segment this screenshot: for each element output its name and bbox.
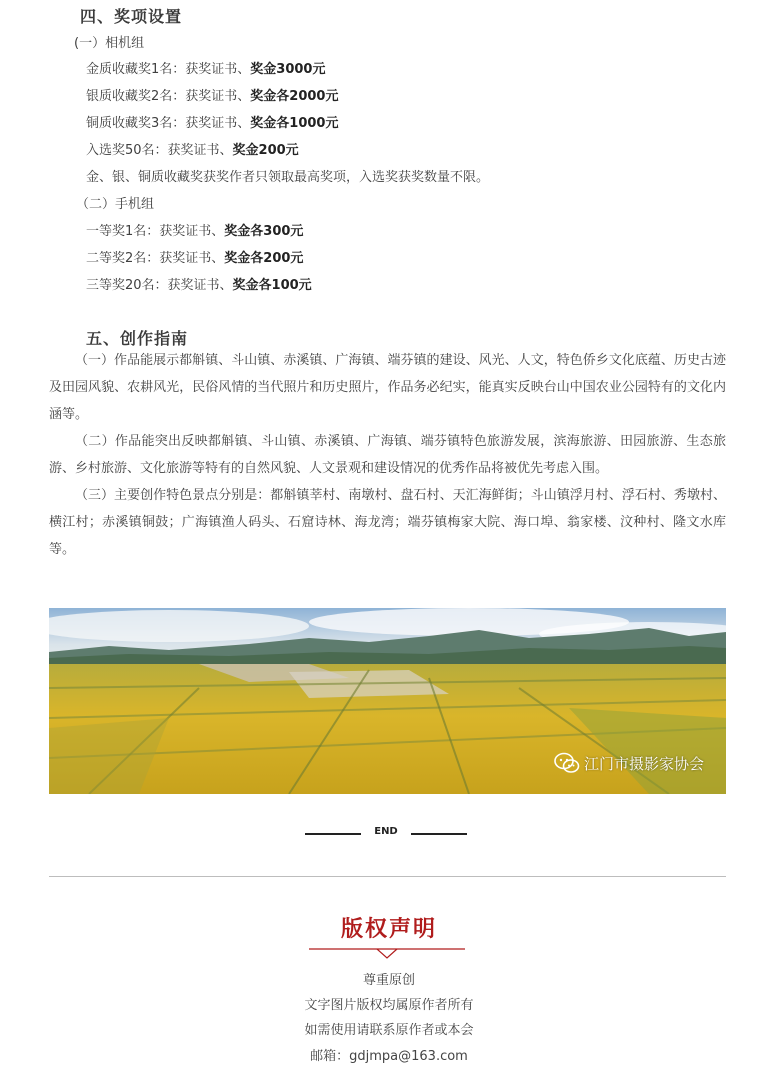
watermark-text: 江门市摄影家协会 — [583, 754, 704, 773]
section5-heading: 五、创作指南 — [86, 329, 189, 348]
copyright-title: 版权声明 — [340, 917, 437, 942]
copyright-line: 如需使用请联系原作者或本会 — [304, 1023, 474, 1038]
phone-group-label: （二）手机组 — [76, 197, 155, 212]
prize-line: 入选奖50名：获奖证书、奖金200元 — [86, 143, 299, 158]
prize-note: 金、银、铜质收藏奖获奖作者只领取最高奖项，入选奖获奖数量不限。 — [86, 170, 490, 185]
prize-line: 银质收藏奖2名：获奖证书、奖金各2000元 — [86, 89, 339, 104]
landscape-photo — [49, 608, 726, 794]
copyright-email: 邮箱：gdjmpa@163.com — [310, 1049, 468, 1064]
end-marker — [305, 826, 467, 842]
copyright-title-rule — [309, 945, 465, 959]
guide-paragraph: （三）主要创作特色景点分别是：都斛镇莘村、南墩村、盘石村、天汇海鲜街；斗山镇浮月村、浮石村、秀墩村、横江村；赤溪镇铜鼓；广海镇渔人码头、石窟诗林、海龙湾；端芬镇梅家大院、海口埠、翁家楼、汶种村、隆文水库等。 — [49, 488, 726, 557]
end-right-rule — [411, 833, 467, 835]
email-link[interactable]: gdjmpa@163.com — [349, 1049, 468, 1064]
end-label: END — [374, 826, 398, 837]
copyright-line: 文字图片版权均属原作者所有 — [304, 998, 474, 1013]
photo-watermark — [554, 752, 704, 774]
prize-line: 一等奖1名：获奖证书、奖金各300元 — [86, 224, 304, 239]
section4-heading: 四、奖项设置 — [80, 7, 183, 26]
copyright-line: 尊重原创 — [362, 973, 415, 988]
prize-line: 铜质收藏奖3名：获奖证书、奖金各1000元 — [86, 116, 339, 131]
prize-line: 金质收藏奖1名：获奖证书、奖金3000元 — [86, 62, 326, 77]
divider — [49, 876, 726, 877]
prize-line: 三等奖20名：获奖证书、奖金各100元 — [86, 278, 312, 293]
end-left-rule — [305, 833, 361, 835]
guide-paragraph: （二）作品能突出反映都斛镇、斗山镇、赤溪镇、广海镇、端芬镇特色旅游发展，滨海旅游、田园旅游、生态旅游、乡村旅游、文化旅游等特有的自然风貌、人文景观和建设情况的优秀作品将被优先考虑入围。 — [49, 434, 726, 476]
guide-paragraph: （一）作品能展示都斛镇、斗山镇、赤溪镇、广海镇、端芬镇的建设、风光、人文，特色侨乡文化底蕴、历史古迹及田园风貌、农耕风光，民俗风情的当代照片和历史照片，作品务必纪实，能真实反映台山中国农业公园特有的文化内涵等。 — [49, 353, 726, 422]
wechat-icon — [554, 752, 580, 774]
prize-line: 二等奖2名：获奖证书、奖金各200元 — [86, 251, 304, 266]
camera-group-label: (一）相机组 — [74, 36, 145, 51]
guide-paragraphs — [49, 347, 726, 563]
